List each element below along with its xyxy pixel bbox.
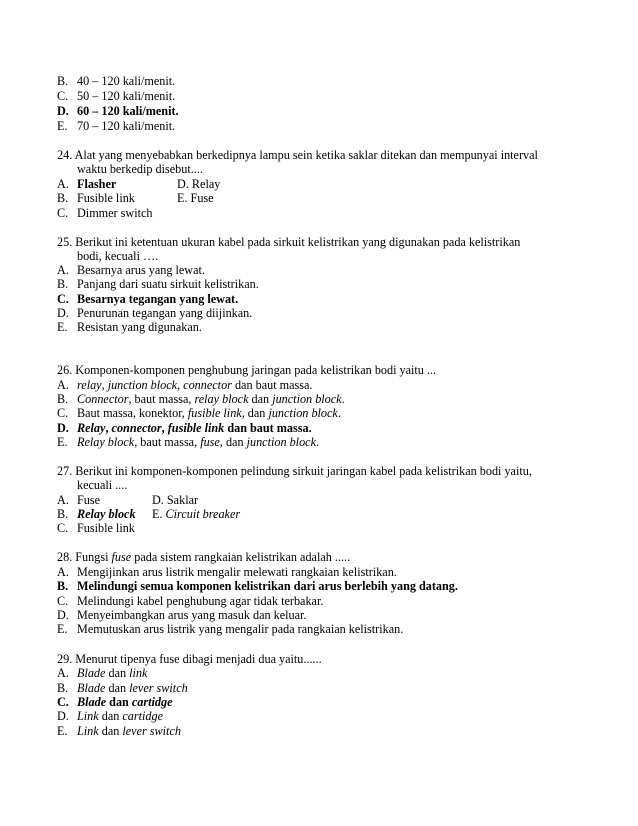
q24-option-c: C. Dimmer switch — [57, 206, 153, 220]
q27-stem-cont: kecuali .... — [77, 478, 128, 492]
q27-option-e: Circuit breaker — [165, 507, 241, 521]
q26-option-e: E. Relay block, baut massa, fuse, dan junction block. — [57, 435, 320, 449]
q24-stem: 24. Alat yang menyebabkan berkedipnya lampu sein ketika saklar ditekan dan mempunyai interval — [57, 148, 538, 162]
q27-option-b-answer: Relay block — [77, 507, 136, 521]
q26-stem: 26. Komponen-komponen penghubung jaringan pada kelistrikan bodi yaitu ... — [57, 363, 437, 377]
q29-stem: 29. Menurut tipenya fuse dibagi menjadi dua yaitu...... — [57, 652, 322, 666]
q23-option-e: E. 70 – 120 kali/menit. — [57, 119, 176, 133]
q25-option-d: D. Penurunan tegangan yang diijinkan. — [57, 306, 253, 320]
q28-stem: 28. Fungsi fuse pada sistem rangkaian kelistrikan adalah ..... — [57, 550, 351, 564]
q24-option-e: Fuse — [190, 191, 214, 205]
q25-option-a: A. Besarnya arus yang lewat. — [57, 263, 205, 277]
q24-option-b: Fusible link — [77, 191, 135, 205]
q28-option-c: C. Melindungi kabel penghubung agar tidak terbakar. — [57, 594, 324, 608]
q24-option-d: Relay — [191, 177, 221, 191]
q29-option-d: D. Link dan cartidge — [57, 709, 163, 723]
q27-option-d: Saklar — [166, 493, 199, 507]
q24-row-2: B. Fusible link E. Fuse — [57, 191, 214, 205]
q24-stem-cont: waktu berkedip disebut.... — [77, 162, 203, 176]
q28-option-d: D. Menyeimbangkan arus yang masuk dan keluar. — [57, 608, 307, 622]
q29-option-e: E. Link dan lever switch — [57, 724, 181, 738]
q26-option-a: A. relay, junction block, connector dan baut massa. — [57, 378, 313, 392]
q28-option-a: A. Mengijinkan arus listrik mengalir melewati rangkaian kelistrikan. — [57, 565, 397, 579]
q27-row-2: B. Relay block E. Circuit breaker — [57, 507, 241, 521]
q24-option-a-answer: Flasher — [77, 177, 117, 191]
q27-row-1: A. Fuse D. Saklar — [57, 493, 199, 507]
q26-option-b: B. Connector, baut massa, relay block dan junction block. — [57, 392, 345, 406]
q23-option-d-answer: D. 60 – 120 kali/menit. — [57, 104, 179, 118]
q23-option-c: C. 50 – 120 kali/menit. — [57, 89, 176, 103]
q25-option-c-answer: C. Besarnya tegangan yang lewat. — [57, 292, 239, 306]
q29-option-c-answer: C. Blade dan cartidge — [57, 695, 173, 709]
q27-stem: 27. Berikut ini komponen-komponen pelindung sirkuit jaringan kabel pada kelistrikan bodi yaitu, — [57, 464, 532, 478]
q25-stem: 25. Berikut ini ketentuan ukuran kabel pada sirkuit kelistrikan yang digunakan pada kelistrikan — [57, 235, 521, 249]
q25-stem-cont: bodi, kecuali …. — [77, 249, 159, 263]
q27-option-c: C. Fusible link — [57, 521, 135, 535]
q29-option-a: A. Blade dan link — [57, 666, 148, 680]
q28-option-e: E. Memutuskan arus listrik yang mengalir pada rangkaian kelistrikan. — [57, 622, 404, 636]
q25-option-e: E. Resistan yang digunakan. — [57, 320, 202, 334]
q27-option-a: Fuse — [77, 493, 101, 507]
q25-option-b: B. Panjang dari suatu sirkuit kelistrikan. — [57, 277, 259, 291]
q26-option-d-answer: D. Relay, connector, fusible link dan baut massa. — [57, 421, 312, 435]
q28-option-b-answer: B. Melindungi semua komponen kelistrikan dari arus berlebih yang datang. — [57, 579, 458, 593]
q24-row-1: A. Flasher D. Relay — [57, 177, 221, 191]
q26-option-c: C. Baut massa, konektor, fusible link, dan junction block. — [57, 406, 341, 420]
q23-option-b: B. 40 – 120 kali/menit. — [57, 74, 176, 88]
q29-option-b: B. Blade dan lever switch — [57, 681, 188, 695]
